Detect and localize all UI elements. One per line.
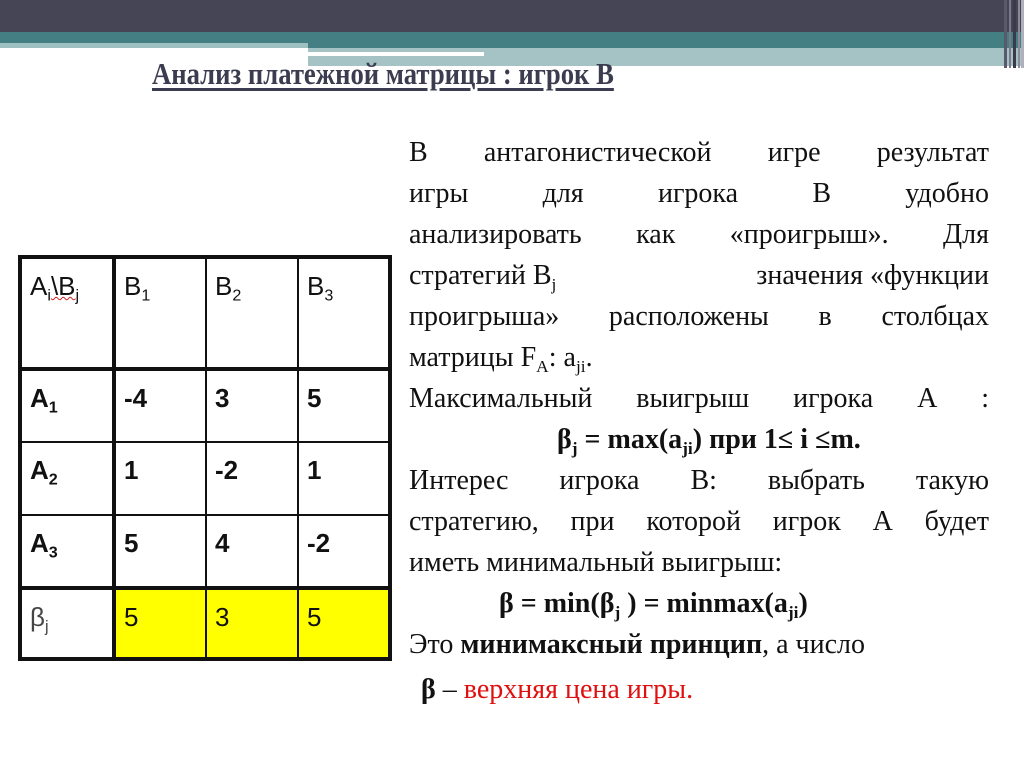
column-header-b2 bbox=[206, 257, 298, 369]
matrix-cell: 1 bbox=[114, 442, 206, 515]
beta-cell-highlighted: 5 bbox=[114, 588, 206, 659]
text-segment: . bbox=[585, 342, 593, 373]
formula-beta-j bbox=[409, 419, 989, 460]
row-header-beta bbox=[20, 588, 114, 659]
text-segment: матрицы F bbox=[409, 342, 537, 373]
row-label: A bbox=[30, 528, 49, 558]
text-line bbox=[409, 255, 989, 296]
text-line: Максимальный выигрыш игрока А : bbox=[409, 383, 989, 414]
col-sub: 3 bbox=[324, 286, 334, 305]
subscript: j bbox=[551, 275, 557, 295]
col-sub: 1 bbox=[141, 286, 151, 305]
formula-beta-minmax bbox=[409, 583, 989, 624]
text-line bbox=[409, 624, 989, 665]
row-sub: 1 bbox=[48, 398, 58, 417]
text-line: анализировать как «проигрыш». Для bbox=[409, 219, 989, 250]
col-label: B bbox=[124, 271, 142, 301]
header-band-light-left bbox=[0, 43, 308, 48]
beta-symbol: β bbox=[421, 674, 436, 705]
matrix-header-row bbox=[20, 257, 390, 369]
subscript: ji bbox=[682, 439, 693, 459]
text-segment bbox=[409, 255, 556, 296]
text-line: игры для игрока В удобно bbox=[409, 178, 989, 209]
row-header-a3 bbox=[20, 515, 114, 588]
matrix-corner-cell bbox=[20, 257, 114, 369]
row-sub: j bbox=[44, 617, 49, 636]
beta-cell-highlighted: 3 bbox=[206, 588, 298, 659]
slide-title: Анализ платежной матрицы : игрок В bbox=[152, 56, 614, 91]
row-label: β bbox=[30, 602, 45, 632]
explanation-text bbox=[409, 132, 989, 710]
formula-part: ) bbox=[798, 588, 808, 619]
text-segment: , а число bbox=[762, 629, 865, 660]
formula-part: ) = minmax(a bbox=[620, 588, 788, 619]
matrix-row-a3 bbox=[20, 515, 390, 588]
text-segment: – bbox=[435, 674, 464, 705]
corner-b: B bbox=[58, 271, 76, 301]
matrix-cell: 4 bbox=[206, 515, 298, 588]
row-header-a1 bbox=[20, 369, 114, 442]
matrix-cell: 1 bbox=[298, 442, 390, 515]
payoff-matrix bbox=[18, 255, 392, 661]
header-band-dark bbox=[0, 0, 1024, 32]
subscript: j bbox=[571, 439, 578, 459]
matrix-cell: -2 bbox=[206, 442, 298, 515]
corner-a: A bbox=[30, 271, 48, 301]
text-segment: значения «функции bbox=[756, 260, 989, 291]
row-label: A bbox=[30, 383, 49, 413]
column-header-b1 bbox=[114, 257, 206, 369]
corner-sep: \ bbox=[50, 271, 59, 301]
formula-part: = max(a bbox=[577, 424, 683, 455]
text-line: Интерес игрока В: выбрать такую bbox=[409, 465, 989, 496]
text-line bbox=[409, 337, 989, 378]
subscript: A bbox=[536, 357, 549, 377]
text-segment: : a bbox=[548, 342, 576, 373]
col-label: B bbox=[215, 271, 233, 301]
formula-part: β bbox=[557, 424, 572, 455]
text-line: В антагонистической игре результат bbox=[409, 137, 989, 168]
text-segment: стратегий B bbox=[409, 260, 552, 291]
col-label: B bbox=[307, 271, 325, 301]
minimax-principle-term: минимаксный принцип bbox=[460, 629, 763, 660]
beta-cell-highlighted: 5 bbox=[298, 588, 390, 659]
text-line: проигрыша» расположены в столбцах bbox=[409, 301, 989, 332]
row-sub: 3 bbox=[48, 543, 58, 562]
matrix-row-a2 bbox=[20, 442, 390, 515]
matrix-cell: -2 bbox=[298, 515, 390, 588]
matrix-cell: 5 bbox=[114, 515, 206, 588]
subscript: ji bbox=[787, 603, 799, 623]
formula-part: ) при 1≤ i ≤m. bbox=[692, 424, 861, 455]
matrix-row-a1 bbox=[20, 369, 390, 442]
corner-b-sub: j bbox=[75, 286, 80, 305]
text-line: стратегию, при которой игрок А будет bbox=[409, 506, 989, 537]
corner-b-group bbox=[50, 271, 80, 305]
text-line: иметь минимальный выигрыш: bbox=[409, 547, 783, 578]
col-sub: 2 bbox=[232, 286, 242, 305]
row-sub: 2 bbox=[48, 470, 58, 489]
row-label: A bbox=[30, 455, 49, 485]
upper-game-value-term: верхняя цена игры. bbox=[463, 674, 694, 705]
matrix-cell: -4 bbox=[114, 369, 206, 442]
subscript: ji bbox=[575, 357, 586, 377]
text-line bbox=[409, 669, 989, 710]
row-header-a2 bbox=[20, 442, 114, 515]
matrix-cell: 5 bbox=[298, 369, 390, 442]
text-segment: Это bbox=[409, 629, 461, 660]
column-header-b3 bbox=[298, 257, 390, 369]
formula-part: β = min(β bbox=[499, 588, 615, 619]
subscript: j bbox=[614, 603, 621, 623]
matrix-row-beta bbox=[20, 588, 390, 659]
corner-a-sub: i bbox=[47, 286, 51, 305]
matrix-cell: 3 bbox=[206, 369, 298, 442]
